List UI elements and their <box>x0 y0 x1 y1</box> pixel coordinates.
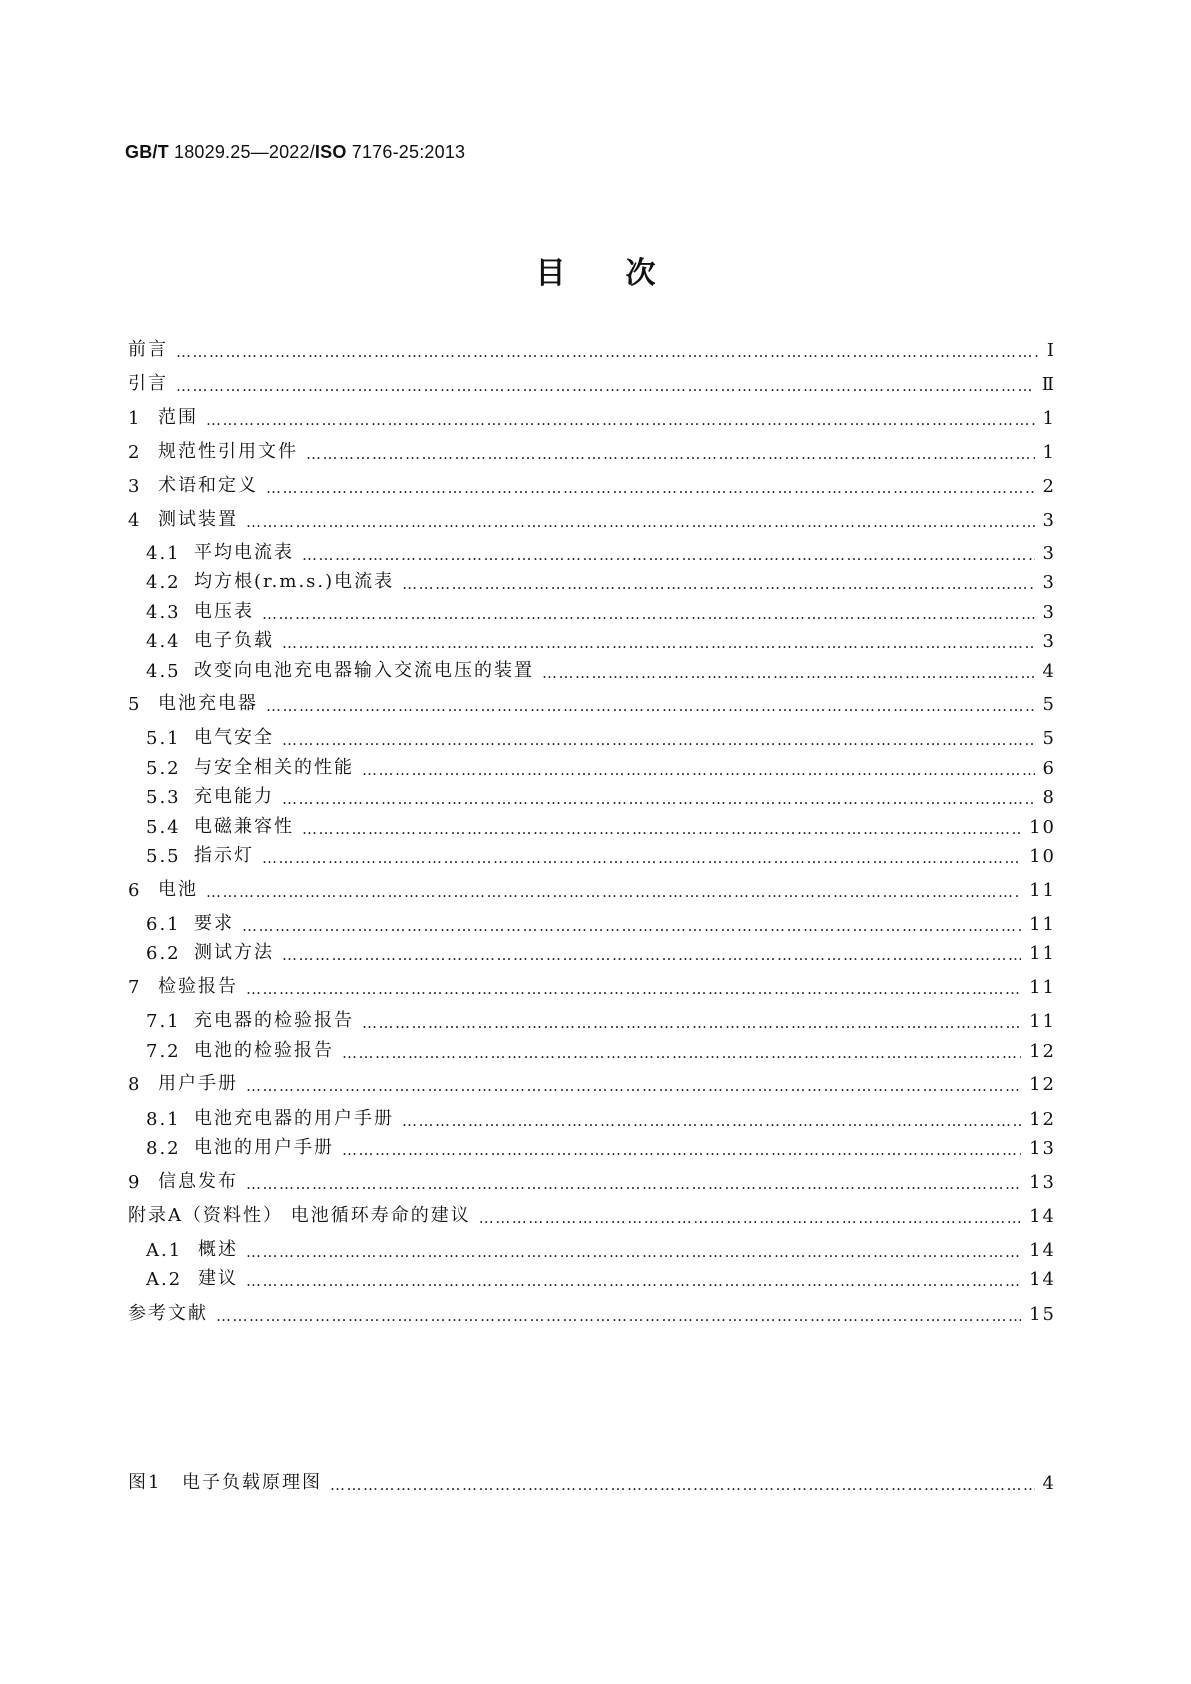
table-of-contents <box>128 335 1056 1325</box>
toc-entry[interactable] <box>128 626 1056 652</box>
toc-entry[interactable] <box>128 875 1056 901</box>
figure-list <box>128 1468 1056 1508</box>
toc-entry-number: 7.1 <box>146 1011 181 1032</box>
toc-entry-number: 4.2 <box>146 572 181 593</box>
toc-entry-label: 前言 <box>128 339 168 360</box>
toc-entry[interactable] <box>128 972 1056 998</box>
toc-entry-page: 12 <box>1029 1074 1056 1095</box>
toc-entry-label: 电池充电器的用户手册 <box>194 1108 394 1129</box>
toc-entry-page: 3 <box>1042 572 1056 593</box>
toc-entry-page: 3 <box>1042 543 1056 564</box>
toc-entry[interactable] <box>128 1299 1056 1325</box>
toc-entry-label: 指示灯 <box>194 845 254 866</box>
toc-entry[interactable] <box>128 403 1056 429</box>
toc-entry-number: 5.4 <box>146 817 181 838</box>
toc-entry-label: 概述 <box>198 1239 238 1260</box>
toc-entry-label: 充电器的检验报告 <box>194 1010 354 1031</box>
standard-number: 18029.25—2022/ <box>168 142 315 162</box>
dot-leader <box>266 697 1035 715</box>
toc-entry-label: 电压表 <box>194 601 254 622</box>
toc-entry-number: 7.2 <box>146 1041 181 1062</box>
toc-entry-label: 用户手册 <box>158 1073 238 1094</box>
toc-entry-page: 1 <box>1042 408 1056 429</box>
dot-leader <box>176 343 1039 361</box>
iso-prefix: ISO <box>314 142 347 162</box>
toc-entry-number: 图1 <box>128 1472 162 1493</box>
toc-entry-page: Ⅱ <box>1041 374 1056 395</box>
toc-entry[interactable] <box>128 909 1056 935</box>
toc-entry[interactable] <box>128 471 1056 497</box>
toc-entry-number: 4.4 <box>146 631 181 652</box>
dot-leader <box>176 377 1034 395</box>
toc-entry-label: 电池 <box>158 879 198 900</box>
dot-leader <box>306 445 1035 463</box>
toc-entry-label: 信息发布 <box>158 1171 238 1192</box>
toc-entry-label: 电磁兼容性 <box>194 816 294 837</box>
toc-entry[interactable] <box>128 1036 1056 1062</box>
toc-entry[interactable] <box>128 812 1056 838</box>
toc-entry-label: 范围 <box>158 407 198 428</box>
toc-entry-page: 13 <box>1029 1138 1056 1159</box>
toc-entry-number: 9 <box>128 1172 142 1193</box>
toc-entry-label: 充电能力 <box>194 786 274 807</box>
toc-entry-number: 8.1 <box>146 1109 181 1130</box>
toc-entry-number: A.2 <box>146 1269 183 1290</box>
toc-entry-page: 11 <box>1029 880 1056 901</box>
toc-entry-number: 3 <box>128 476 142 497</box>
dot-leader <box>246 513 1035 531</box>
dot-leader <box>262 605 1035 623</box>
toc-entry-page: 11 <box>1029 914 1056 935</box>
dot-leader <box>330 1476 1035 1494</box>
dot-leader <box>246 980 1021 998</box>
figure-entry[interactable] <box>128 1468 1056 1494</box>
dot-leader <box>302 546 1035 564</box>
toc-entry-label: 术语和定义 <box>158 475 258 496</box>
toc-entry-number: 6.2 <box>146 943 181 964</box>
dot-leader <box>479 1209 1021 1227</box>
dot-leader <box>216 1307 1021 1325</box>
toc-entry-page: 8 <box>1042 787 1056 808</box>
toc-entry-label: 附录A（资料性） 电池循环寿命的建议 <box>128 1205 471 1226</box>
toc-entry-label: 要求 <box>194 913 234 934</box>
toc-entry-page: 5 <box>1042 728 1056 749</box>
dot-leader <box>242 917 1021 935</box>
toc-entry-page: 11 <box>1029 1011 1056 1032</box>
dot-leader <box>362 761 1035 779</box>
toc-entry-number: 7 <box>128 977 142 998</box>
dot-leader <box>266 479 1035 497</box>
toc-entry-label: 测试方法 <box>194 942 274 963</box>
toc-entry-page: 14 <box>1029 1240 1056 1261</box>
toc-entry-number: 5.5 <box>146 846 181 867</box>
toc-entry-label: 规范性引用文件 <box>158 441 298 462</box>
toc-entry-page: 4 <box>1042 661 1056 682</box>
toc-entry[interactable] <box>128 1104 1056 1130</box>
toc-entry-page: 11 <box>1029 977 1056 998</box>
dot-leader <box>282 731 1035 749</box>
toc-entry-page: 12 <box>1029 1041 1056 1062</box>
dot-leader <box>206 883 1021 901</box>
toc-entry-page: 11 <box>1029 943 1056 964</box>
dot-leader <box>402 1112 1021 1130</box>
standard-code <box>125 142 465 163</box>
toc-entry-number: A.1 <box>146 1240 183 1261</box>
toc-entry[interactable] <box>128 1006 1056 1032</box>
toc-entry[interactable] <box>128 841 1056 867</box>
toc-entry-number: 2 <box>128 442 142 463</box>
toc-entry-label: 电池的用户手册 <box>194 1137 334 1158</box>
dot-leader <box>262 849 1021 867</box>
dot-leader <box>246 1175 1021 1193</box>
toc-entry-number: 5.3 <box>146 787 181 808</box>
toc-entry[interactable] <box>128 1235 1056 1261</box>
toc-entry[interactable] <box>128 505 1056 531</box>
toc-entry-page: 3 <box>1042 510 1056 531</box>
toc-entry[interactable] <box>128 1264 1056 1290</box>
toc-entry-page: 1 <box>1042 442 1056 463</box>
toc-entry-label: 均方根(r.m.s.)电流表 <box>194 571 395 592</box>
toc-entry[interactable] <box>128 656 1056 682</box>
toc-entry-number: 6.1 <box>146 914 181 935</box>
toc-entry[interactable] <box>128 597 1056 623</box>
toc-entry-number: 5.2 <box>146 758 181 779</box>
toc-entry-number: 4.5 <box>146 661 181 682</box>
toc-entry-page: Ⅰ <box>1046 340 1056 361</box>
toc-entry[interactable] <box>128 1133 1056 1159</box>
dot-leader <box>342 1141 1021 1159</box>
toc-entry-label: 电池充电器 <box>158 693 258 714</box>
toc-entry[interactable] <box>128 1069 1056 1095</box>
toc-entry-number: 1 <box>128 408 142 429</box>
toc-entry-page: 5 <box>1042 694 1056 715</box>
dot-leader <box>246 1077 1021 1095</box>
toc-entry-number: 8 <box>128 1074 142 1095</box>
toc-entry-page: 14 <box>1029 1269 1056 1290</box>
toc-entry-label: 平均电流表 <box>194 542 294 563</box>
toc-entry[interactable] <box>128 723 1056 749</box>
dot-leader <box>246 1243 1021 1261</box>
dot-leader <box>282 634 1035 652</box>
toc-entry-page: 14 <box>1029 1206 1056 1227</box>
dot-leader <box>302 820 1021 838</box>
dot-leader <box>282 946 1021 964</box>
toc-entry[interactable] <box>128 437 1056 463</box>
iso-number: 7176-25:2013 <box>346 142 466 162</box>
dot-leader <box>206 411 1035 429</box>
toc-entry-label: 电子负载 <box>194 630 274 651</box>
toc-entry-number: 4 <box>128 510 142 531</box>
toc-entry-label: 检验报告 <box>158 976 238 997</box>
toc-entry[interactable] <box>128 369 1056 395</box>
toc-entry-number: 4.3 <box>146 602 181 623</box>
standard-prefix: GB/T <box>125 142 169 162</box>
toc-entry-page: 13 <box>1029 1172 1056 1193</box>
toc-entry-page: 10 <box>1029 817 1056 838</box>
toc-entry-label: 引言 <box>128 373 168 394</box>
toc-entry-page: 6 <box>1042 758 1056 779</box>
toc-entry-label: 电池的检验报告 <box>194 1040 334 1061</box>
toc-entry[interactable] <box>128 938 1056 964</box>
toc-entry-label: 测试装置 <box>158 509 238 530</box>
toc-entry[interactable] <box>128 782 1056 808</box>
toc-entry-number: 6 <box>128 880 142 901</box>
toc-entry-number: 4.1 <box>146 543 181 564</box>
toc-entry-label: 参考文献 <box>128 1303 208 1324</box>
toc-entry-number: 5.1 <box>146 728 181 749</box>
toc-entry[interactable] <box>128 753 1056 779</box>
toc-entry-page: 2 <box>1042 476 1056 497</box>
dot-leader <box>282 790 1035 808</box>
toc-entry[interactable] <box>128 1167 1056 1193</box>
toc-entry-label: 改变向电池充电器输入交流电压的装置 <box>194 660 534 681</box>
dot-leader <box>542 664 1035 682</box>
dot-leader <box>342 1044 1021 1062</box>
dot-leader <box>402 575 1034 593</box>
toc-entry-label: 电子负载原理图 <box>182 1472 322 1493</box>
toc-entry[interactable] <box>128 335 1056 361</box>
toc-entry-page: 10 <box>1029 846 1056 867</box>
toc-entry-page: 15 <box>1029 1304 1056 1325</box>
toc-entry-label: 与安全相关的性能 <box>194 757 354 778</box>
toc-entry-label: 建议 <box>198 1268 238 1289</box>
dot-leader <box>362 1014 1021 1032</box>
toc-entry-page: 12 <box>1029 1109 1056 1130</box>
toc-entry-number: 5 <box>128 694 142 715</box>
toc-entry-page: 3 <box>1042 631 1056 652</box>
toc-entry-number: 8.2 <box>146 1138 181 1159</box>
toc-entry[interactable] <box>128 567 1056 593</box>
toc-entry-page: 3 <box>1042 602 1056 623</box>
toc-entry-page: 4 <box>1042 1473 1056 1494</box>
toc-entry-label: 电气安全 <box>194 727 274 748</box>
dot-leader <box>246 1272 1021 1290</box>
toc-entry[interactable] <box>128 1201 1056 1227</box>
toc-entry[interactable] <box>128 538 1056 564</box>
toc-entry[interactable] <box>128 689 1056 715</box>
toc-title: 目次 <box>535 256 716 291</box>
